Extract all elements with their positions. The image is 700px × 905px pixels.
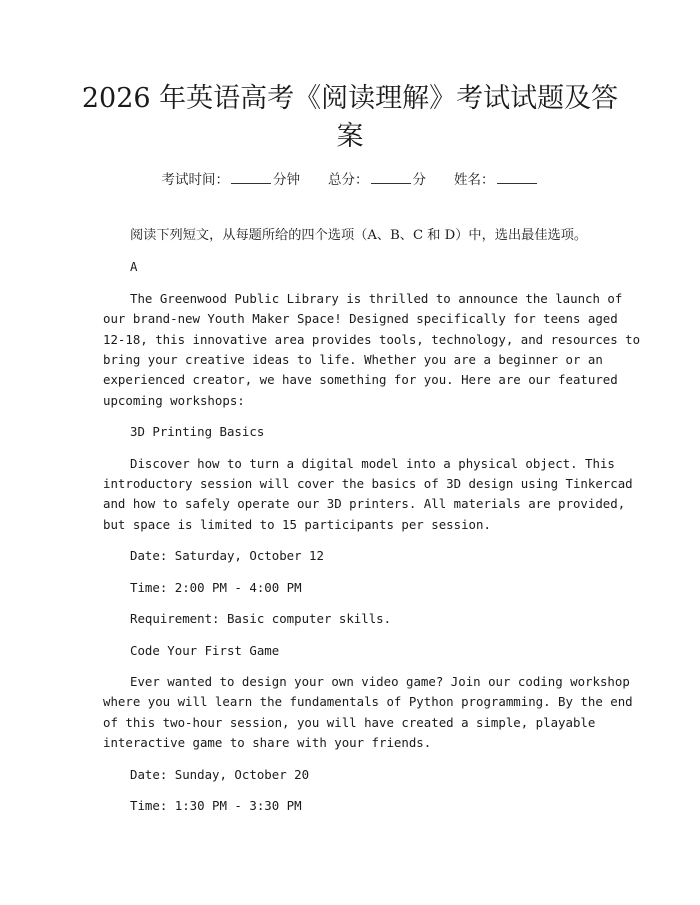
time-unit: 分钟 — [273, 172, 300, 188]
description-line: but space is limited to 15 participants per session. — [103, 516, 491, 532]
description-line: and how to safely operate our 3D printers. All materials are provided, — [103, 496, 626, 512]
name-label: 姓名： — [454, 172, 495, 188]
workshop-title: Code Your First Game — [130, 642, 280, 658]
workshop-requirement: Requirement: Basic computer skills. — [130, 611, 392, 627]
workshop-date: Date: Sunday, October 20 — [130, 766, 310, 782]
description-line: Discover how to turn a digital model into a physical object. This — [130, 455, 615, 471]
name-blank — [497, 171, 537, 184]
workshop-date: Date: Saturday, October 12 — [130, 548, 324, 564]
workshop-description — [103, 672, 633, 754]
title-line-1: 2026 年英语高考《阅读理解》考试试题及答 — [81, 83, 619, 114]
title-line-2: 案 — [336, 121, 364, 152]
exam-info-row — [0, 168, 700, 188]
description-line: introductory session will cover the basics of 3D design using Tinkercad — [103, 476, 633, 492]
intro-line: bring your creative ideas to life. Whether you are a beginner or an — [103, 352, 603, 368]
score-label: 总分： — [328, 172, 369, 188]
workshop-time: Time: 2:00 PM - 4:00 PM — [130, 579, 302, 595]
intro-line: upcoming workshops: — [103, 392, 245, 408]
workshop-title: 3D Printing Basics — [130, 424, 265, 440]
description-line: of this two-hour session, you will have created a simple, playable — [103, 714, 596, 730]
description-line: interactive game to share with your friends. — [103, 735, 432, 751]
section-label: A — [130, 259, 138, 275]
score-unit: 分 — [412, 172, 426, 188]
description-line: where you will learn the fundamentals of Python programming. By the end — [103, 694, 633, 710]
description-line: Ever wanted to design your own video game? Join our coding workshop — [130, 673, 630, 689]
workshop-description — [103, 454, 633, 536]
intro-line: our brand-new Youth Maker Space! Designed specifically for teens aged — [103, 311, 618, 327]
intro-paragraph — [103, 289, 641, 411]
intro-line: experienced creator, we have something for you. Here are our featured — [103, 372, 618, 388]
workshop-time: Time: 1:30 PM - 3:30 PM — [130, 797, 302, 813]
page-title — [80, 80, 620, 156]
intro-line: The Greenwood Public Library is thrilled to announce the launch of — [130, 290, 623, 306]
time-blank — [231, 171, 271, 184]
document-body — [103, 226, 641, 827]
time-label: 考试时间： — [161, 172, 229, 188]
instruction-text: 阅读下列短文，从每题所给的四个选项（A、B、C 和 D）中，选出最佳选项。 — [130, 228, 588, 243]
intro-line: 12-18, this innovative area provides tools, technology, and resources to — [103, 331, 641, 347]
score-blank — [371, 171, 411, 184]
